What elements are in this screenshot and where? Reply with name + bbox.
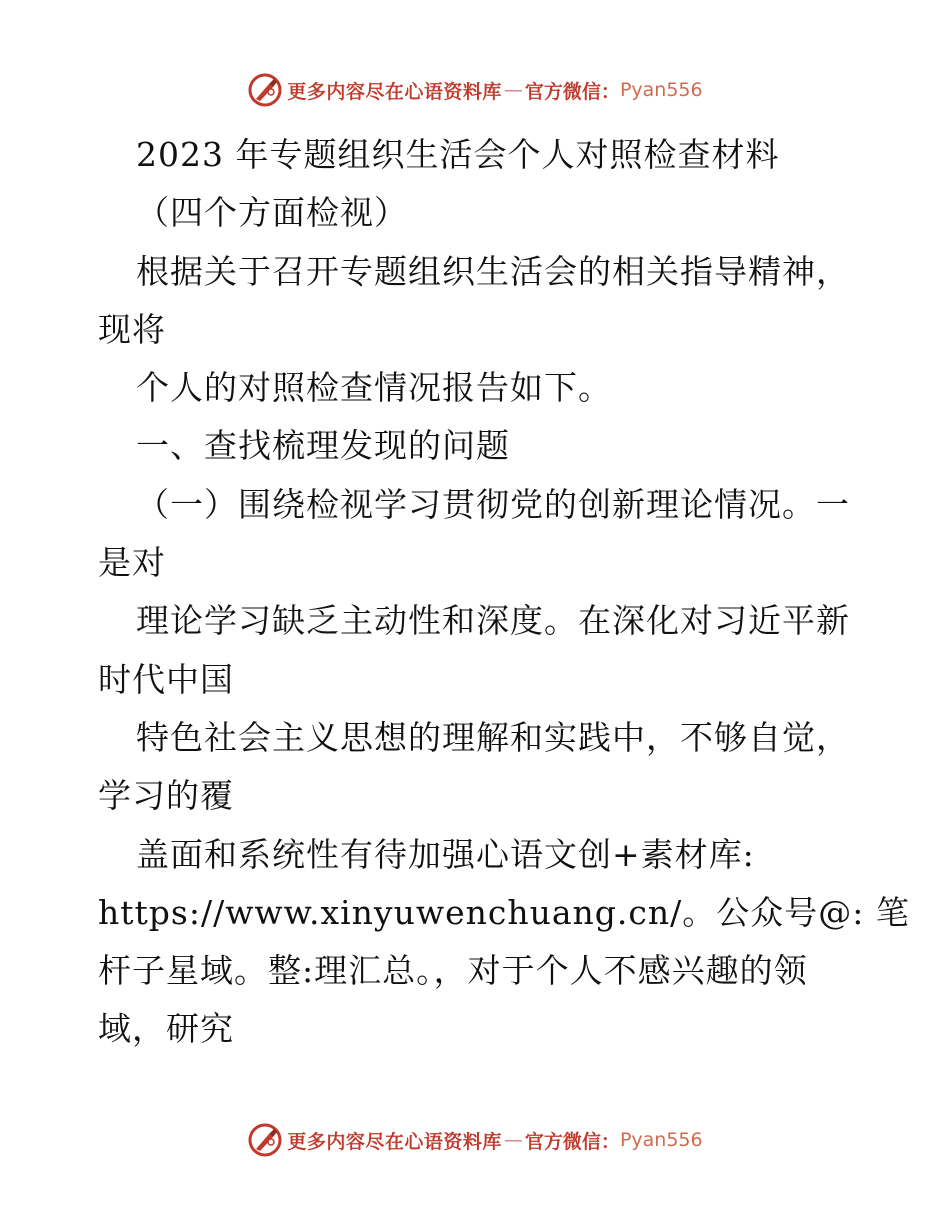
banner-wechat-id: Pyan556 bbox=[619, 1129, 703, 1151]
text-line: 根据关于召开专题组织生活会的相关指导精神， bbox=[136, 251, 850, 291]
pen-logo-icon bbox=[247, 1122, 283, 1158]
banner-main-text: 更多内容尽在心语资料库 bbox=[287, 80, 502, 103]
text-line: 杆子星域。整:理汇总。，对于个人不感兴趣的领 bbox=[98, 951, 808, 991]
text-line: 特色社会主义思想的理解和实践中，不够自觉， bbox=[136, 717, 850, 757]
banner-dash: — bbox=[503, 79, 523, 101]
text-line: 是对 bbox=[98, 543, 166, 583]
text-line: 学习的覆 bbox=[98, 776, 234, 816]
text-line: （一）围绕检视学习贯彻党的创新理论情况。一 bbox=[136, 484, 850, 524]
header-banner bbox=[0, 70, 950, 110]
text-line: 域，研究 bbox=[98, 1009, 234, 1049]
banner-sub-text: 官方微信： bbox=[524, 80, 620, 103]
document-body bbox=[98, 126, 910, 1059]
text-line: 时代中国 bbox=[98, 659, 234, 699]
footer-banner bbox=[0, 1120, 950, 1160]
text-line: https://www.xinyuwenchuang.cn/。公众号@: 笔 bbox=[98, 892, 910, 932]
text-line: 个人的对照检查情况报告如下。 bbox=[136, 368, 612, 408]
document-subtitle: （四个方面检视） bbox=[136, 193, 408, 233]
section-heading: 一、查找梳理发现的问题 bbox=[136, 426, 510, 466]
text-line: 理论学习缺乏主动性和深度。在深化对习近平新 bbox=[136, 601, 850, 641]
text-line: 盖面和系统性有待加强心语文创+素材库: bbox=[136, 834, 755, 874]
banner-main-text: 更多内容尽在心语资料库 bbox=[287, 1130, 502, 1153]
banner-wechat-id: Pyan556 bbox=[619, 79, 703, 101]
pen-logo-icon bbox=[247, 72, 283, 108]
text-line: 现将 bbox=[98, 309, 166, 349]
banner-dash: — bbox=[503, 1129, 523, 1151]
banner-sub-text: 官方微信： bbox=[524, 1130, 620, 1153]
document-title: 2023 年专题组织生活会个人对照检查材料 bbox=[136, 135, 780, 174]
